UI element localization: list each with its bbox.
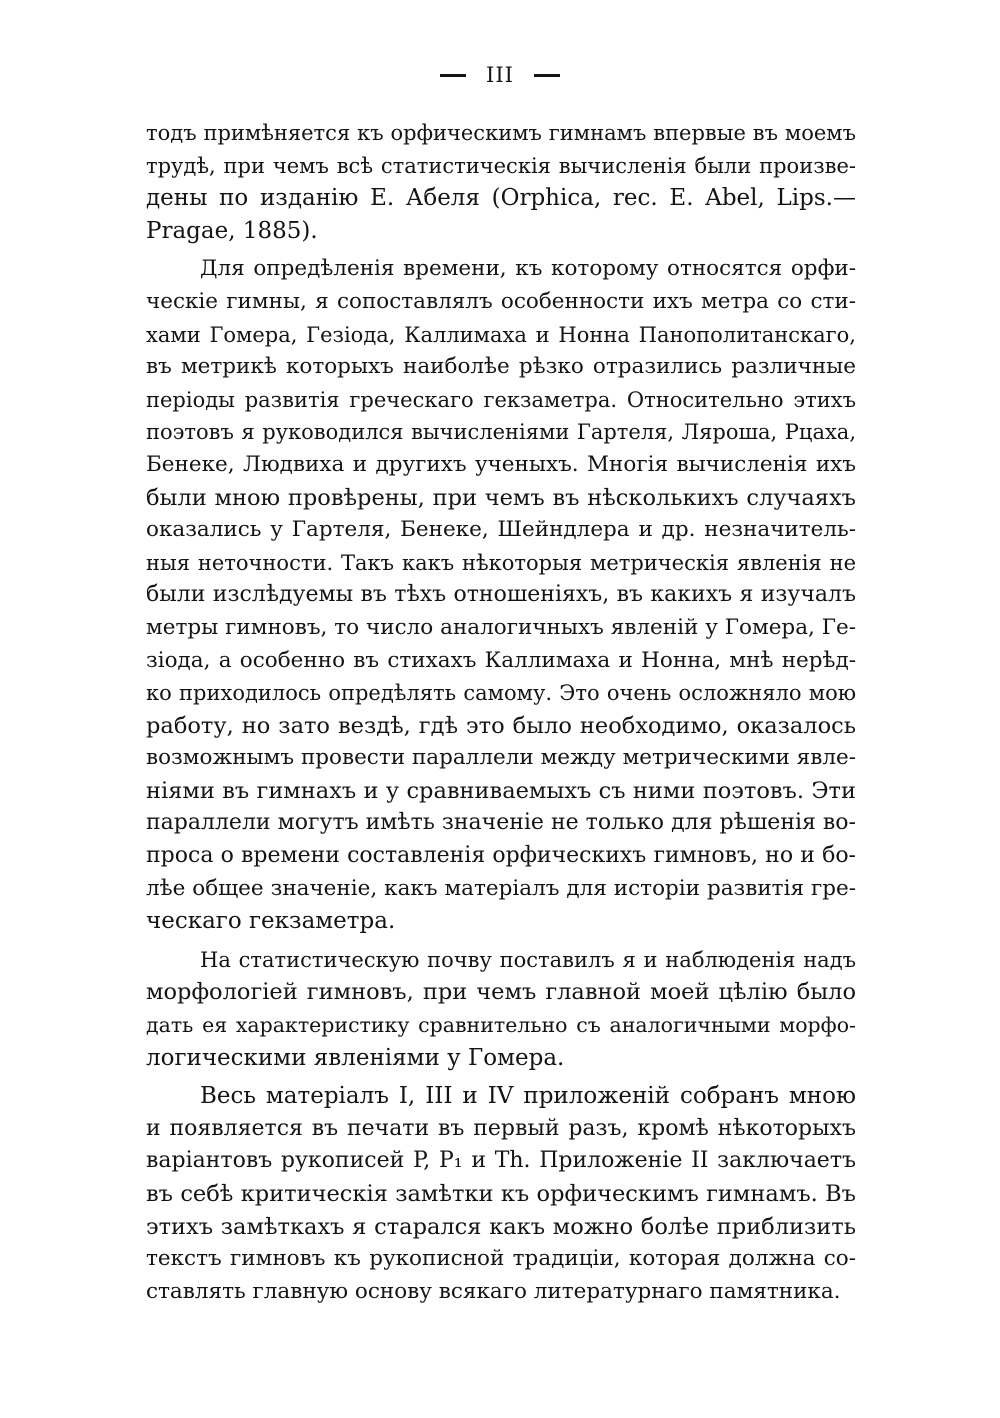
text-line: лѣе общее значеніе, какъ матеріалъ для исторіи развитія гре- xyxy=(146,875,856,901)
text-line: ческіе гимны, я сопоставлялъ особенности ихъ метра со сти- xyxy=(146,288,856,314)
text-line: Для опредѣленія времени, къ которому относятся орфи- xyxy=(200,256,856,282)
text-line: возможнымъ провести параллели между метрическими явле- xyxy=(146,745,856,771)
text-line: работу, но зато вездѣ, гдѣ это было необходимо, оказалось xyxy=(146,712,856,739)
text-line: текстъ гимновъ къ рукописной традиціи, которая должна со- xyxy=(146,1246,856,1272)
text-line: Бенеке, Людвиха и другихъ ученыхъ. Многія вычисленія ихъ xyxy=(146,451,856,477)
paragraph xyxy=(146,253,856,937)
text-line: были изслѣдуемы въ тѣхъ отношеніяхъ, въ какихъ я изучалъ xyxy=(146,582,856,608)
text-line: проса о времени составленія орфическихъ гимновъ, но и бо- xyxy=(146,843,856,869)
paragraph xyxy=(146,944,856,1074)
body-text xyxy=(146,117,856,1308)
left-dash-ornament xyxy=(440,74,466,77)
text-line: ныя неточности. Такъ какъ нѣкоторыя метрическія явленія не xyxy=(146,550,856,575)
paragraph xyxy=(146,117,856,247)
text-line: тодъ примѣняется къ орфическимъ гимнамъ впервые въ моемъ xyxy=(146,121,856,145)
text-line: этихъ замѣткахъ я старался какъ можно болѣе приблизить xyxy=(146,1213,856,1240)
text-line: метры гимновъ, то число аналогичныхъ явленій у Гомера, Ге- xyxy=(146,614,856,640)
text-line: морфологіей гимновъ, при чемъ главной моей цѣлію было xyxy=(146,979,856,1006)
text-line: зіода, а особенно въ стихахъ Каллимаха и Нонна, мнѣ нерѣд- xyxy=(146,647,856,673)
text-line: На статистическую почву поставилъ я и наблюденія надъ xyxy=(200,947,856,972)
text-line: въ себѣ критическія замѣтки къ орфическимъ гимнамъ. Въ xyxy=(146,1181,856,1207)
text-line: Весь матеріалъ I, III и IV приложеній собранъ мною xyxy=(200,1083,856,1110)
text-line: въ метрикѣ которыхъ наиболѣе рѣзко отразились различные xyxy=(146,354,856,380)
paragraph xyxy=(146,1080,856,1308)
text-line: ко приходилось опредѣлять самому. Это очень осложняло мою xyxy=(146,681,856,706)
text-line: Pragae, 1885). xyxy=(146,217,318,244)
text-line: ніями въ гимнахъ и у сравниваемыхъ съ ними поэтовъ. Эти xyxy=(146,777,856,804)
text-line: ческаго гекзаметра. xyxy=(146,908,396,935)
text-line: періоды развитія греческаго гекзаметра. Относительно этихъ xyxy=(146,387,856,412)
page-number: III xyxy=(486,63,514,87)
right-dash-ornament xyxy=(534,74,560,77)
text-line: оказались у Гартеля, Бенеке, Шейндлера и др. незначитель- xyxy=(146,517,856,543)
text-line: трудѣ, при чемъ всѣ статистическія вычисленія были произве- xyxy=(146,153,856,178)
text-line: поэтовъ я руководился вычисленіями Гартеля, Ляроша, Рцаха, xyxy=(146,420,856,445)
text-line: параллели могутъ имѣть значеніе не только для рѣшенія во- xyxy=(146,810,856,836)
text-line: были мною провѣрены, при чемъ въ нѣсколькихъ случаяхъ xyxy=(146,484,856,511)
text-line: и появляется въ печати въ первый разъ, кромѣ нѣкоторыхъ xyxy=(146,1115,856,1141)
text-line: логическими явленіями у Гомера. xyxy=(146,1044,565,1071)
text-line: дены по изданію Е. Абеля (Orphica, rec. E. Abel, Lips.— xyxy=(146,185,856,212)
page-header xyxy=(0,60,1000,90)
text-line: варіантовъ рукописей P, P₁ и Th. Приложеніе II заключаетъ xyxy=(146,1148,856,1174)
text-line: ставлять главную основу всякаго литературнаго памятника. xyxy=(146,1278,841,1304)
text-line: дать ея характеристику сравнительно съ аналогичными морфо- xyxy=(146,1013,856,1038)
text-line: хами Гомера, Гезіода, Каллимаха и Нонна Панополитанскаго, xyxy=(146,322,856,347)
